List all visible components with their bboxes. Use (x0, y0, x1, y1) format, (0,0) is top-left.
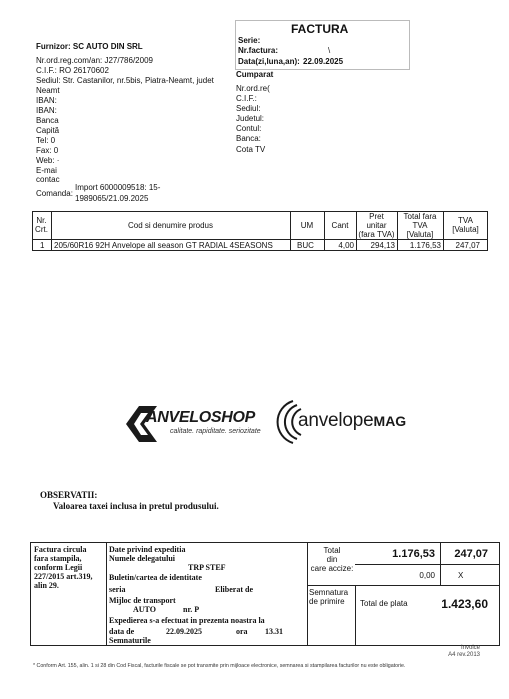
buyer-account: Contul: (236, 124, 262, 133)
supplier-address: Sediul: Str. Castanilor, nr.5bis, Piatra-Neamt, judet (36, 76, 214, 85)
total-value: 1.176,53 (392, 548, 435, 560)
id-card-label: Buletin/cartea de identitate (109, 573, 202, 582)
order-value-1: Import 6000009518: 15- (75, 183, 161, 192)
footer-divider-4 (355, 585, 356, 646)
header-tva-line-2: [Valuta] (452, 225, 479, 234)
buyer-vat-rate: Cota TV (236, 145, 266, 154)
supplier-iban-2: IBAN: (36, 106, 57, 115)
supplier-capital: Capită (36, 126, 60, 135)
id-issued-by-label: Eliberat de (215, 585, 253, 594)
signatures-label: Semnaturile (109, 636, 151, 645)
invoice-date-label: Data(zi,luna,an): (238, 57, 300, 66)
supplier-contact: contac (36, 175, 60, 184)
row-product: 205/60R16 92H Anvelope all season GT RADIAL 4SEASONS (54, 241, 273, 250)
expedition-presence: Expedierea s-a efectuat in prezenta noastra la (109, 616, 265, 625)
invoice-title: FACTURA (291, 22, 349, 36)
row-nr: 1 (40, 241, 45, 250)
transport-label: Mijloc de transport (109, 596, 176, 605)
header-total-line-1: Total fara (403, 212, 437, 221)
buyer-address: Sediul: (236, 104, 261, 113)
supplier-tel: Tel: 0 (36, 136, 56, 145)
header-tva-line-1: TVA (458, 216, 473, 225)
supplier-fax: Fax: 0 (36, 146, 59, 155)
header-nr-line-1: Nr. (36, 216, 47, 225)
supplier-label (36, 42, 143, 51)
receipt-signature-label (309, 588, 348, 606)
header-pret-line-1: Pret (369, 212, 384, 221)
supplier-iban-1: IBAN: (36, 96, 57, 105)
header-total-line-3: [Valuta] (406, 230, 434, 239)
total-label (309, 546, 355, 573)
supplier-address-cont: Neamt (36, 86, 60, 95)
delegate-name: TRP STEF (188, 563, 226, 572)
stamp-note-5: alin 29. (34, 581, 59, 590)
receipt-signature-1: Semnatura (309, 588, 349, 597)
footer-divider-1 (106, 542, 107, 646)
stamp-note-2: fara stampila, (34, 554, 82, 563)
total-label-2: din (326, 555, 338, 564)
serie-label: Serie: (238, 36, 261, 45)
expedition-date-label: data de (109, 627, 135, 636)
stamp-note (34, 545, 92, 590)
header-um: UM (300, 221, 314, 230)
footer-divider-3 (307, 585, 500, 586)
buyer-reg: Nr.ord.re( (236, 84, 270, 93)
invoice-date-value: 22.09.2025 (303, 57, 344, 66)
supplier-name: SC AUTO DIN SRL (72, 42, 143, 51)
stamp-note-4: 227/2015 art.319, (34, 572, 93, 581)
anveloshop-tagline: calitate. rapiditate. seriozitate (170, 428, 261, 435)
total-vat-value: 247,07 (454, 548, 488, 560)
nr-factura-label: Nr.factura: (238, 46, 279, 55)
row-pret: 294,13 (370, 241, 395, 250)
invoice-form-code-2: A4 rev.2013 (448, 652, 480, 658)
stamp-note-3: conform Legii (34, 563, 83, 572)
observations-label: OBSERVATII: (40, 490, 98, 500)
header-nr-line-2: Crt. (35, 225, 48, 234)
supplier-web: Web: · (36, 156, 60, 165)
supplier-cif: C.I.F.: RO 26170602 (36, 66, 109, 75)
anvelopemag-name-1: anvelope (298, 410, 374, 431)
invoice-form-code (420, 645, 480, 659)
expedition-time-label: ora (236, 627, 248, 636)
excise-value: 0,00 (419, 571, 435, 580)
total-label-3: care accize: (310, 564, 354, 573)
legal-note: * Conform Art. 155, alin. 1 si 28 din Cod Fiscal, facturile fiscale se pot transmite prin mijloace electronice, semnarea si stampilarea facturilor nu este obligatorie. (33, 663, 406, 669)
transport-nr: nr. P (183, 605, 200, 614)
grand-total-label: Total de plata (360, 599, 408, 608)
header-cant: Cant (331, 221, 349, 230)
anveloshop-name: ANVELOSHOP (146, 409, 256, 426)
supplier-email: E-mai (36, 166, 57, 175)
invoice-form-code-1: Invoice (460, 645, 480, 651)
anvelopemag-name (298, 410, 406, 432)
transport-type: AUTO (133, 605, 156, 614)
order-label: Comanda: (36, 189, 73, 198)
receipt-signature-2: de primire (309, 597, 345, 606)
nr-factura-value: \ (328, 46, 331, 55)
buyer-county: Judetul: (236, 114, 265, 123)
order-value-2: 1989065/21.09.2025 (75, 194, 149, 203)
header-nr (32, 216, 51, 234)
header-pret (356, 212, 397, 239)
footer-divider-2 (307, 542, 308, 646)
row-um: BUC (297, 241, 314, 250)
header-tva (443, 216, 488, 234)
row-total: 1.176,53 (409, 241, 441, 250)
buyer-cif: C.I.F.: (236, 94, 257, 103)
table-col-divider-1 (51, 211, 52, 251)
observations-text: Valoarea taxei inclusa in pretul produsului. (53, 501, 219, 511)
supplier-bank: Banca (36, 116, 59, 125)
expedition-time-value: 13.31 (265, 627, 283, 636)
expedition-title: Date privind expeditia (109, 545, 186, 554)
header-product: Cod si denumire produs (128, 221, 213, 230)
delegate-label: Numele delegatului (109, 554, 175, 563)
excise-x: X (458, 571, 464, 580)
supplier-label-text: Furnizor: (36, 42, 71, 51)
stamp-note-1: Factura circula (34, 545, 87, 554)
table-col-divider-2 (290, 211, 291, 251)
anvelopemag-name-2: MAG (373, 413, 407, 429)
id-series-label: seria (109, 585, 126, 594)
buyer-bank: Banca: (236, 134, 261, 143)
table-header-divider (32, 239, 488, 240)
expedition-date-value: 22.09.2025 (166, 627, 202, 636)
row-cant: 4,00 (338, 241, 354, 250)
header-total-line-2: TVA (412, 221, 428, 230)
buyer-label: Cumparat (236, 70, 274, 79)
header-total (397, 212, 443, 239)
row-tva: 247,07 (455, 241, 480, 250)
total-label-1: Total (323, 546, 341, 555)
supplier-reg: Nr.ord.reg.com/an: J27/786/2009 (36, 56, 153, 65)
header-pret-line-2: unitar (366, 221, 387, 230)
header-pret-line-3: (fara TVA) (358, 230, 395, 239)
grand-total-value: 1.423,60 (441, 597, 488, 611)
footer-divider-6 (355, 564, 500, 565)
